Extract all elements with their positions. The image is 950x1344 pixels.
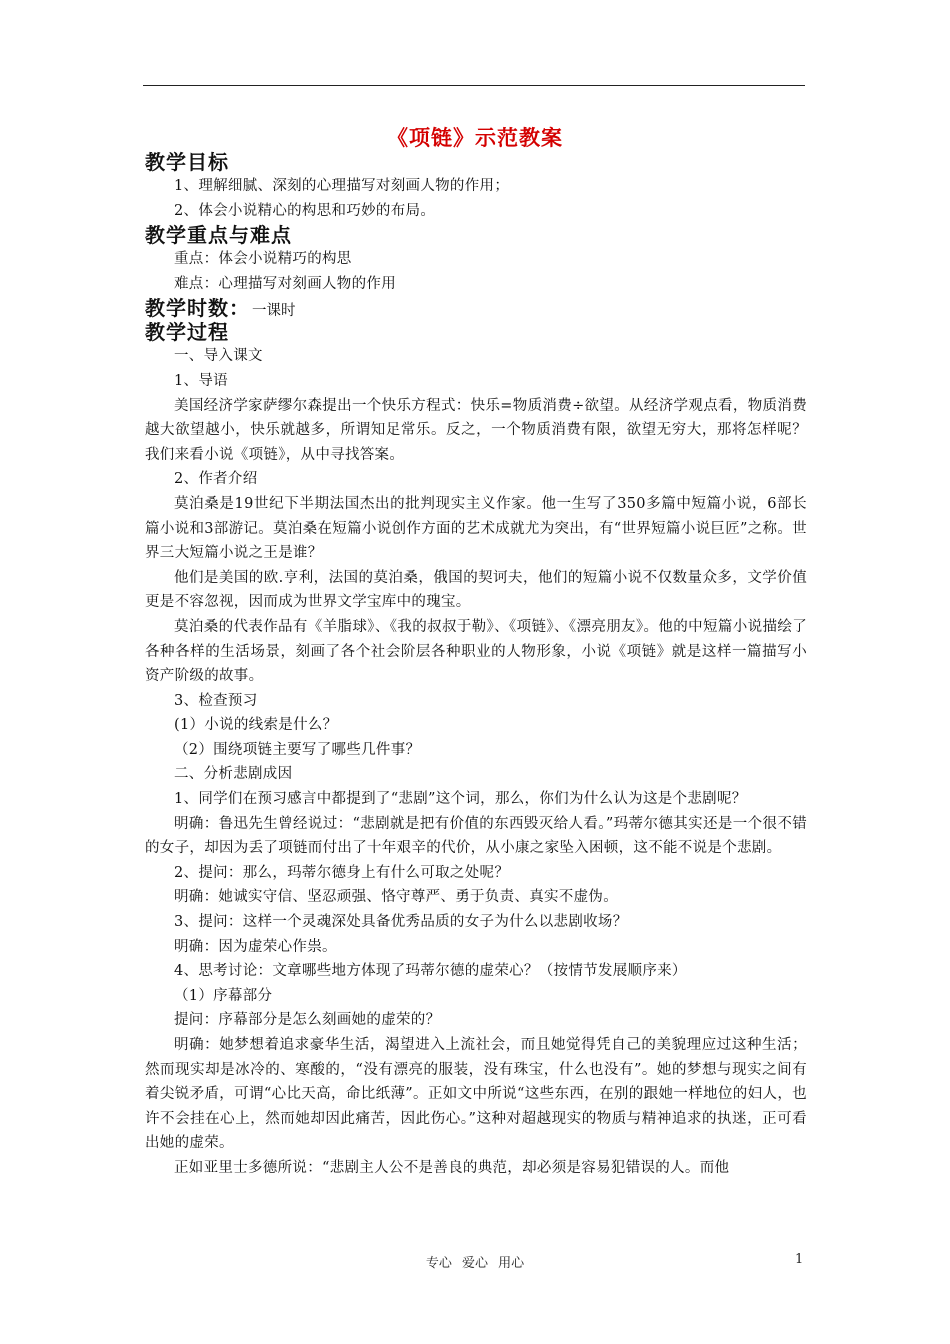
process-paragraph: 明确：鲁迅先生曾经说过：“悲剧就是把有价值的东西毁灭给人看。”玛蒂尔德其实还是一个很不错的女子，却因为丢了项链而付出了十年艰辛的代价，从小康之家坠入困顿，这不能不说是个悲剧。 (145, 815, 807, 857)
process-paragraph: 正如亚里士多德所说：“悲剧主人公不是善良的典范，却必须是容易犯错误的人。而他 (174, 1159, 730, 1176)
class-hours-row (145, 296, 807, 320)
process-paragraph: 3、检查预习 (174, 692, 258, 709)
section-heading-objectives: 教学目标 (145, 150, 229, 174)
section-heading-key-points: 教学重点与难点 (145, 223, 292, 248)
section-heading-hours: 教学时数： (145, 296, 250, 321)
process-paragraph: 莫泊桑的代表作品有《羊脂球》、《我的叔叔于勒》、《项链》、《漂亮朋友》。他的中短篇小说描绘了各种各样的生活场景，刻画了各个社会阶层各种职业的人物形象，小说《项链》就是这样一篇描写小资产阶级的故事。 (145, 618, 807, 685)
key-point-item: 难点：心理描写对刻画人物的作用 (174, 275, 396, 292)
objective-item: 1、理解细腻、深刻的心理描写对刻画人物的作用； (174, 178, 510, 194)
process-paragraph: 2、作者介绍 (174, 471, 258, 488)
process-paragraph: 他们是美国的欧.亨利，法国的莫泊桑，俄国的契诃夫，他们的短篇小说不仅数量众多，文学价值更是不容忽视，因而成为世界文学宝库中的瑰宝。 (145, 569, 807, 611)
document-body (145, 150, 807, 1181)
process-paragraph: 3、提问：这样一个灵魂深处具备优秀品质的女子为什么以悲剧收场？ (174, 914, 628, 931)
process-paragraph: 1、导语 (174, 372, 228, 389)
process-paragraph: 莫泊桑是19世纪下半期法国杰出的批判现实主义作家。他一生写了350多篇中短篇小说，6部长篇小说和3部游记。莫泊桑在短篇小说创作方面的艺术成就尤为突出，有“世界短篇小说巨匠”之称。世界三大短篇小说之王是谁？ (145, 495, 807, 562)
process-paragraph: 1、同学们在预习感言中都提到了“悲剧”这个词，那么，你们为什么认为这是个悲剧呢？ (174, 791, 747, 808)
process-paragraph: 明确：因为虚荣心作祟。 (174, 938, 337, 955)
process-paragraph: （1）序幕部分 (174, 987, 273, 1004)
class-hours-value: 一课时 (252, 303, 296, 320)
header-rule (143, 85, 805, 86)
process-paragraph: （2）围绕项链主要写了哪些几件事？ (174, 741, 421, 758)
process-paragraph: 2、提问：那么，玛蒂尔德身上有什么可取之处呢？ (174, 864, 510, 881)
process-paragraph: 明确：她梦想着追求豪华生活，渴望进入上流社会，而且她觉得凭自己的美貌理应过这种生活；然而现实却是冰冷的、寒酸的，“没有漂亮的服装，没有珠宝，什么也没有”。她的梦想与现实之间有着尖锐矛盾，可谓“心比天高，命比纸薄”。正如文中所说“这些东西，在别的跟她一样地位的妇人，也许不会挂在心上，然而她却因此痛苦，因此伤心。”这种对超越现实的物质与精神追求的执迷，正可看出她的虚荣。 (145, 1037, 807, 1152)
objective-item: 2、体会小说精心的构思和巧妙的布局。 (174, 202, 436, 219)
document-title: 《项链》示范教案 (387, 125, 563, 150)
process-paragraph: 明确：她诚实守信、坚忍顽强、恪守尊严、勇于负责、真实不虚伪。 (174, 889, 618, 906)
process-paragraph: 二、分析悲剧成因 (174, 766, 293, 783)
footer-slogan: 专心 爱心 用心 (425, 1256, 525, 1271)
key-point-item: 重点：体会小说精巧的构思 (174, 251, 352, 268)
process-paragraph: 提问：序幕部分是怎么刻画她的虚荣的？ (174, 1012, 441, 1029)
process-paragraph: (1）小说的线索是什么？ (174, 717, 338, 734)
process-paragraph: 美国经济学家萨缪尔森提出一个快乐方程式：快乐=物质消费÷欲望。从经济学观点看，物质消费越大欲望越小，快乐就越多，所谓知足常乐。反之，一个物质消费有限，欲望无穷大，那将怎样呢？我们来看小说《项链》，从中寻找答案。 (145, 397, 807, 463)
page-number: 1 (795, 1252, 804, 1267)
process-paragraph: 4、思考讨论：文章哪些地方体现了玛蒂尔德的虚荣心？（按情节发展顺序来） (174, 963, 687, 980)
section-heading-process: 教学过程 (145, 320, 229, 345)
process-paragraph: 一、导入课文 (174, 348, 263, 365)
